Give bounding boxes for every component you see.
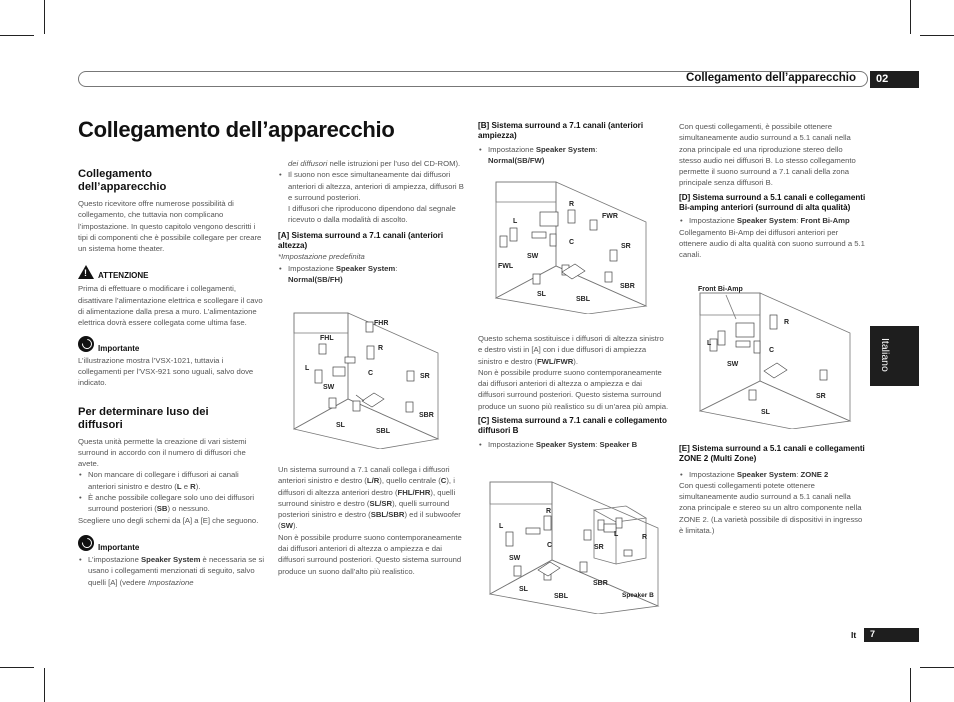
crop-mark bbox=[920, 35, 954, 36]
setting-line: • Impostazione Speaker System: ZONE 2 bbox=[679, 469, 867, 480]
setting-line: • Impostazione Speaker System: Speaker B bbox=[478, 439, 670, 450]
chapter-number-tab: 02 bbox=[870, 71, 919, 88]
caution-block bbox=[78, 263, 265, 283]
crop-mark bbox=[920, 667, 954, 668]
speaker-label: SBR bbox=[419, 412, 434, 419]
paragraph: Prima di effettuare o modificare i collegamenti, disattivare l’alimentazione elettrica e scollegare il cavo di alimentazione dalla presa a muro. L’alimentazione elettrica dovrà essere collegata come ultima fase. bbox=[78, 284, 263, 328]
speaker-label: Speaker B bbox=[622, 592, 654, 599]
speaker-label: SR bbox=[816, 393, 826, 400]
speaker-label: SL bbox=[336, 422, 345, 429]
speaker-label: SBR bbox=[620, 283, 635, 290]
speaker-label: C bbox=[547, 542, 553, 549]
crop-mark bbox=[0, 667, 34, 668]
column-4-body bbox=[679, 444, 867, 536]
subsection-title: [A] Sistema surround a 7.1 canali (anteriori altezza) bbox=[278, 230, 444, 251]
subsection-title: [D] Sistema surround a 5.1 canali e collegamenti Bi-amping anteriori (surround di alta qualità) bbox=[679, 192, 866, 213]
speaker-label: SBL bbox=[576, 296, 590, 303]
paragraph: L’illustrazione mostra l’VSX-1021, tuttavia i collegamenti per l’VSX-921 sono uguali, salvo dove indicato. bbox=[78, 355, 254, 388]
paragraph: Con questi collegamenti potete ottenere simultaneamente audio surround a 5.1 canali nella zona principale e stereo su un altro componente nella ZONE 2. (La varietà possibile di dispositivi in ingresso è limitata.) bbox=[679, 480, 863, 536]
speaker-label: FWL bbox=[498, 263, 514, 270]
speaker-label: SW bbox=[727, 361, 739, 368]
speaker-label: SW bbox=[509, 555, 521, 562]
speaker-label: R bbox=[546, 508, 552, 515]
speaker-label: R bbox=[642, 534, 648, 541]
speaker-label: R bbox=[784, 319, 790, 326]
footer-language-code: It bbox=[851, 630, 857, 640]
speaker-label: FHL bbox=[320, 335, 334, 342]
paragraph: dei diffusori nelle istruzioni per l’uso del CD-ROM). bbox=[288, 159, 461, 168]
diagram-c-speaker-layout bbox=[486, 466, 670, 614]
paragraph: Non è possibile produrre suono contemporaneamente dai diffusori anteriori di altezza o ampiezza e dai diffusori surround posteriori. Questo sistema surround produce un suono dall’alto più realistico. bbox=[278, 532, 462, 576]
paragraph: Questa unità permette la creazione di vari sistemi surround in accordo con il numero di diffusori che avete. bbox=[78, 436, 247, 469]
warning-icon: ! bbox=[78, 265, 94, 279]
paragraph: Non è possibile produrre suono contemporaneamente dai diffusori anteriori di altezza o ampiezza e dai diffusori surround posteriori. Questo sistema surround produce un suono più realistico su di un’area più ampia. bbox=[478, 367, 669, 411]
paragraph: I diffusori che riproducono dipendono dal segnale ricevuto o dalla modalità di ascolto. bbox=[288, 204, 456, 225]
diagram-b-speaker-layout bbox=[492, 172, 656, 314]
paragraph: Collegamento Bi-Amp dei diffusori anteriori per ottenere audio di alta qualità con suono surround a 5.1 canali. bbox=[679, 227, 865, 260]
crop-mark bbox=[910, 0, 911, 34]
section-title: Per determinare luso dei diffusori bbox=[78, 405, 209, 431]
speaker-label: L bbox=[513, 218, 518, 225]
language-tab-label: Italiano bbox=[879, 338, 891, 372]
note-icon bbox=[78, 336, 94, 352]
setting-line: • Impostazione Speaker System: bbox=[278, 263, 468, 274]
setting-value: Normal(SB/FH) bbox=[288, 274, 343, 284]
note-icon bbox=[78, 535, 94, 551]
note-block bbox=[78, 335, 265, 355]
speaker-label: SR bbox=[594, 544, 604, 551]
header-title: Collegamento dell’apparecchio bbox=[686, 72, 856, 84]
default-note: *Impostazione predefinita bbox=[278, 252, 365, 262]
speaker-label: SW bbox=[527, 253, 539, 260]
note-label: Importante bbox=[98, 343, 140, 353]
column-3-body bbox=[478, 333, 670, 450]
speaker-label: C bbox=[569, 239, 575, 246]
speaker-label: SW bbox=[323, 384, 335, 391]
speaker-label: L bbox=[305, 365, 310, 372]
subsection-title: [C] Sistema surround a 7.1 canali e collegamento diffusori B bbox=[478, 416, 667, 436]
subsection-title: [E] Sistema surround a 5.1 canali e collegamenti ZONE 2 (Multi Zone) bbox=[679, 444, 865, 464]
speaker-label: SBL bbox=[554, 593, 568, 600]
speaker-label: L bbox=[707, 340, 712, 347]
bullet-item: • È anche possibile collegare solo uno dei diffusori surround posteriori (SB) o nessuno. bbox=[78, 492, 265, 515]
caution-label: ATTENZIONE bbox=[98, 271, 149, 281]
speaker-label: L bbox=[499, 523, 504, 530]
speaker-label: C bbox=[368, 370, 374, 377]
column-1 bbox=[78, 168, 265, 588]
setting-value: Normal(SB/FW) bbox=[488, 155, 545, 165]
speaker-label: SR bbox=[621, 243, 631, 250]
speaker-label: SBL bbox=[376, 428, 390, 435]
paragraph: Scegliere uno degli schemi da [A] a [E] che seguono. bbox=[78, 515, 259, 525]
paragraph: Un sistema surround a 7.1 canali collega i diffusori anteriori sinistro e destro (L/R), quello centrale (C), i diffusori di altezza anteriori destro (FHL/FHR), quelli surround sinistro e destro (SL/SR), quelli surround posteriori sinistro e destro (SBL/SBR) ed il subwoofer (SW). bbox=[278, 465, 461, 531]
column-2 bbox=[278, 158, 468, 285]
speaker-label: SBR bbox=[593, 580, 608, 587]
note-label: Importante bbox=[98, 542, 140, 552]
diagram-labels bbox=[305, 320, 434, 435]
diagram-d-speaker-layout bbox=[696, 283, 856, 429]
bullet-item: • L’impostazione Speaker System è necessaria se si usano i collegamenti menzionati di seguito, salvo quelli [A] (vedere Impostazione bbox=[78, 554, 265, 588]
speaker-label: SR bbox=[420, 373, 430, 380]
paragraph: Questo ricevitore offre numerose possibilità di collegamento, che tuttavia non complicano l’impostazione. In questo capitolo vengono descritti i tipi di componenti che è possibile collegare per creare un sistema home theater. bbox=[78, 199, 262, 254]
crop-mark bbox=[0, 35, 34, 36]
speaker-label: SL bbox=[519, 586, 528, 593]
setting-line: • Impostazione Speaker System: bbox=[478, 144, 670, 155]
speaker-label: R bbox=[569, 201, 575, 208]
crop-mark bbox=[44, 0, 45, 34]
column-2-body bbox=[278, 464, 468, 577]
column-3 bbox=[478, 121, 670, 166]
diagram-a-speaker-layout bbox=[290, 309, 450, 449]
speaker-label: R bbox=[378, 345, 384, 352]
speaker-label: Front Bi-Amp bbox=[698, 286, 743, 293]
bullet-item: • Non mancare di collegare i diffusori ai canali anteriori sinistro e destro (L e R). bbox=[78, 469, 265, 492]
speaker-label: L bbox=[614, 531, 619, 538]
speaker-label: SL bbox=[761, 409, 770, 416]
setting-line: • Impostazione Speaker System: Front Bi-Amp bbox=[679, 215, 867, 226]
speaker-label: FWR bbox=[602, 213, 618, 220]
subsection-title: [B] Sistema surround a 7.1 canali (anteriori ampiezza) bbox=[478, 121, 644, 141]
speaker-label: FHR bbox=[374, 320, 389, 327]
language-tab bbox=[870, 326, 919, 386]
crop-mark bbox=[910, 668, 911, 702]
section-title: Collegamento dell’apparecchio bbox=[78, 168, 167, 193]
page-title: Collegamento dell’apparecchio bbox=[78, 117, 395, 142]
speaker-label: SL bbox=[537, 291, 546, 298]
bullet-item: • Il suono non esce simultaneamente dai diffusori anteriori di altezza, anteriori di ampiezza, diffusori B e surround posteriori. bbox=[278, 169, 468, 203]
crop-mark bbox=[44, 668, 45, 702]
page-number: 7 bbox=[864, 628, 919, 642]
speaker-label: C bbox=[769, 347, 775, 354]
column-4 bbox=[679, 121, 867, 261]
paragraph: Questo schema sostituisce i diffusori di altezza sinistro e destro visti in [A] con i due diffusori di ampiezza sinistro e destro (FWL/FWR). bbox=[478, 334, 664, 366]
paragraph: Con questi collegamenti, è possibile ottenere simultaneamente audio surround a 5.1 canali nella zona principale ed una riproduzione stereo dello stesso audio nei diffusori B. Lo stesso collegamento permette il suono surround a 7.1 canali della zona principale senza diffusori B. bbox=[679, 122, 856, 188]
note-block bbox=[78, 534, 265, 554]
